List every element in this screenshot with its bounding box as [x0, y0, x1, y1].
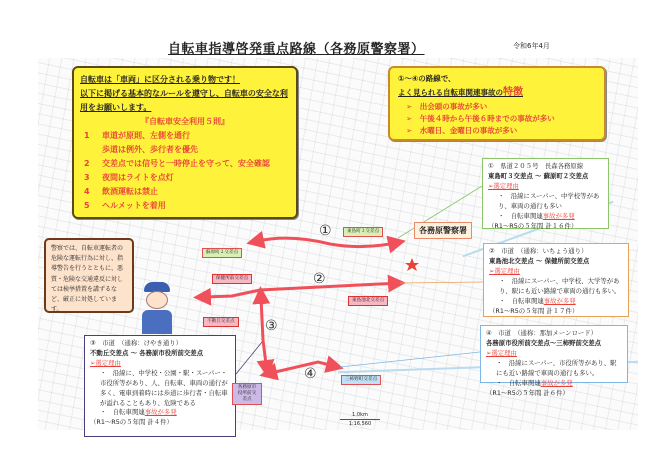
notice-line-2: 以下に掲げる基本的なルールを遵守し、自転車の安全な利用をお願いします。: [80, 89, 288, 112]
police-station-label: 各務原警察署: [414, 222, 472, 239]
route-3-info: ③ 市道 （通称：けやき通り） 不動丘交差点 ～ 各務原市役所前交差点 ➢選定理由 ・ 沿線に、中学校・公園・駅・スーパー・市役所等があり、人、自転車、車両の通行が多く、電車到着時には歩道に歩行者・自転車が溢れることもあり、危険である ・ 自転車関連事故が多発 （R1～R5の５年間 計４件）: [84, 335, 236, 437]
rules-title: 『自転車安全利用５則』: [141, 117, 229, 126]
rule-item: 5 ヘルメットを着用: [84, 201, 166, 210]
feature-item: ➢ 午後４時から午後６時までの事故が多い: [406, 114, 555, 123]
route-3-number: ③: [265, 318, 278, 334]
police-officer-icon: [140, 282, 174, 334]
police-station-icon: [405, 258, 419, 271]
rule-item: 歩道は例外、歩行者を優先: [102, 145, 198, 154]
intersection-label: 各務原市役所前交差点: [232, 383, 262, 405]
police-message: 警察では、自転車運転者の危険な運転行為に対し、指導警告を行うとともに、悪質・危険な交通違反に対しては検挙措置を講ずるなど、厳正に対処しています。: [44, 238, 134, 313]
bicycle-rules-notice: [72, 66, 298, 219]
feature-item: ➢ 水曜日、金曜日の事故が多い: [406, 126, 518, 135]
intersection-label: 不動丘交差点: [203, 317, 239, 327]
rule-item: 4 飲酒運転は禁止: [84, 187, 158, 196]
intersection-label: 東島町３交差点: [343, 227, 383, 237]
intersection-label: 東島池北交差点: [348, 296, 388, 306]
route-1-number: ①: [319, 223, 332, 239]
features-line-2: よく見られる自転車関連事故の特徴: [398, 87, 523, 98]
map-scale: 1.0km 1:16,560: [340, 412, 380, 427]
route-2-number: ②: [313, 271, 326, 287]
route-3-line: [261, 298, 267, 372]
page-title: 自転車指導啓発重点路線（各務原警察署）: [168, 42, 425, 57]
route-1-line: [258, 238, 400, 246]
accident-features-notice: [388, 66, 606, 141]
intersection-label: 三柿野町交差点: [341, 375, 381, 385]
rule-item: 3 夜間はライトを点灯: [84, 173, 174, 182]
intersection-label: 蘇原町２交差点: [202, 248, 242, 258]
feature-item: ➢ 出会頭の事故が多い: [406, 102, 488, 111]
issue-date: 令和6年4月: [513, 42, 550, 50]
features-line-1: ①～④の路線で、: [398, 74, 456, 83]
rule-item: 1 車道が原則、左側を通行: [84, 131, 190, 140]
intersection-label: 保健所前交差点: [212, 274, 252, 284]
notice-line-1: 自転車は「車両」に区分される乗り物です！: [80, 75, 240, 84]
route-4-number: ④: [304, 366, 317, 382]
route-2-info: ② 市道 （通称：いちょう通り） 東島池北交差点 ～ 保健所前交差点 ➢選定理由 ・ 沿線にスーパー、中学校、大学等があり、駅にも近い路線で車両の通行も多い。 ・ 自転車関連事故が多発 （R1～R5の５年間 計１７件）: [483, 243, 629, 317]
route-1-info: ① 県道２０５号 長森各務原線 東島町３交差点 ～ 蘇原町２交差点 ➢選定理由 ・ 沿線にスーパー、中学校等があり、車両の通行も多い ・ 自転車関連事故が多発 （R1～R5の５年間 計１６件）: [482, 158, 609, 229]
rule-item: 2 交差点では信号と一時停止を守って、安全確認: [84, 159, 270, 168]
route-4-info: ④ 市道 （通称：那加メーンロード） 各務原市役所前交差点～三柿野前交差点 ➢選定理由 ・ 沿線にスーパー、市役所等があり、駅にも近い路線で車両の通行も多い。 ・ 自転車関連事故が多発 （R1～R5の５年間 計６件）: [480, 325, 628, 383]
route-2-line: [205, 283, 400, 297]
